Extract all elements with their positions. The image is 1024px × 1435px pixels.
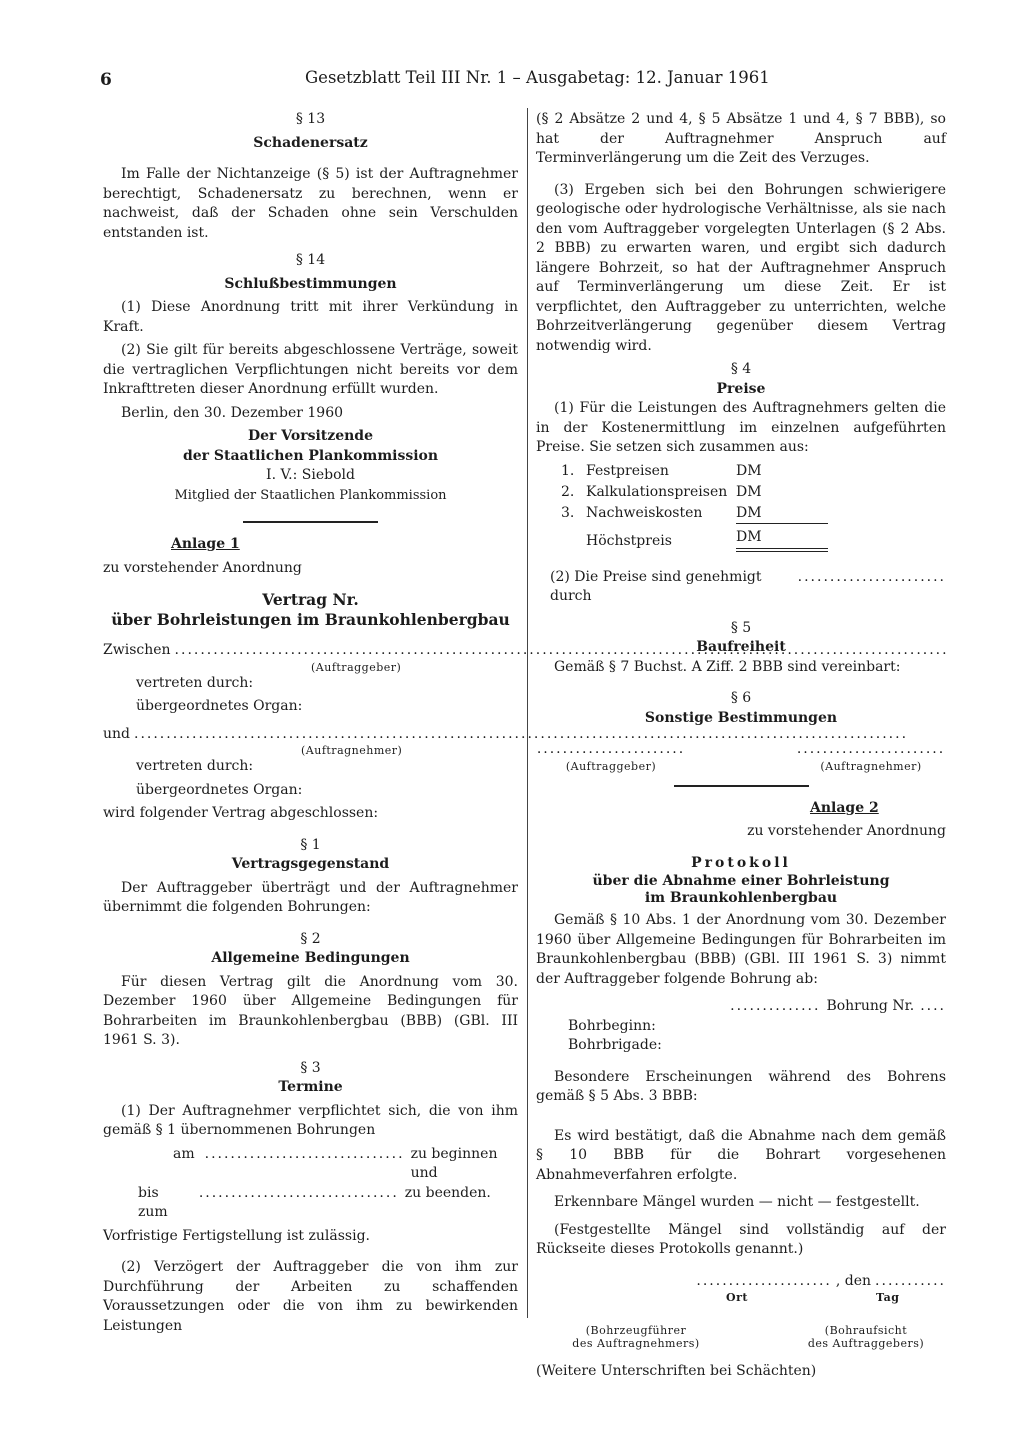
protocol-intro: Gemäß § 10 Abs. 1 der Anordnung vom 30. Dezember 1960 über Allgemeine Bedingungen für Bohrarbeiten im Braunkohlenbergbau (BBB) (GBl. III 1961 S. 3) nimmt der Auftraggeber folgende Bohrung ab: xyxy=(536,912,946,987)
bohrbeginn-label: Bohrbeginn: xyxy=(568,1017,656,1034)
special-observations: Besondere Erscheinungen während des Bohrens gemäß § 5 Abs. 3 BBB: xyxy=(536,1068,946,1104)
section-13-number: § 13 xyxy=(295,111,326,127)
signature-auftraggeber xyxy=(536,740,686,773)
approval-label: (2) Die Preise sind genehmigt durch xyxy=(550,568,762,604)
price-row-number: 1. xyxy=(561,462,575,479)
signature-auftragnehmer xyxy=(796,740,946,773)
signatory-role-2: der Staatlichen Plankommission xyxy=(182,447,439,464)
price-row xyxy=(561,462,946,483)
vertreten-1: vertreten durch: xyxy=(136,674,254,691)
price-row-label: Kalkulationspreisen xyxy=(586,483,728,500)
anlage-2-title: Anlage 2 xyxy=(810,799,879,816)
contract-title-2: über Bohrleistungen im Braunkohlenbergbau xyxy=(111,609,510,629)
defects-line: Erkennbare Mängel wurden — nicht — festgestellt. xyxy=(554,1194,920,1210)
dotted-leader: .............. xyxy=(730,998,821,1014)
section-14-title: Schlußbestimmungen xyxy=(224,275,397,292)
zu-beginnen-label: zu beginnen und xyxy=(410,1145,498,1181)
signature-label-line-2: des Auftragnehmers) xyxy=(572,1337,700,1350)
tag-label: Tag xyxy=(876,1291,900,1304)
section-1-title: Vertragsgegenstand xyxy=(231,856,390,872)
price-row-number: 2. xyxy=(561,483,575,500)
price-row-unit: DM xyxy=(736,462,762,479)
signature-label-line-2: des Auftraggebers) xyxy=(807,1337,925,1350)
signature-bohrzeugfuehrer xyxy=(536,1324,736,1350)
signatory-name: I. V.: Siebold xyxy=(266,467,355,483)
protocol-title: Protokoll xyxy=(691,854,791,871)
protocol-subtitle-1: über die Abnahme einer Bohrleistung xyxy=(592,873,890,889)
section-2-title: Allgemeine Bedingungen xyxy=(211,950,410,966)
section-5-text: Gemäß § 7 Buchst. A Ziff. 2 BBB sind vereinbart: xyxy=(554,658,901,675)
section-3-number: § 3 xyxy=(300,1059,321,1076)
section-13-title: Schadenersatz xyxy=(253,134,368,151)
protocol-signature-row xyxy=(536,1324,946,1350)
vertreten-2: vertreten durch: xyxy=(136,758,254,774)
section-6-title: Sonstige Bestimmungen xyxy=(644,709,838,726)
organ-1: übergeordnetes Organ: xyxy=(136,698,303,714)
dotted-leader: ..................... xyxy=(696,1272,832,1289)
section-5-number: § 5 xyxy=(730,619,752,636)
signatory-member: Mitglied der Staatlichen Plankommission xyxy=(174,487,447,503)
price-row xyxy=(561,504,946,525)
further-signatures-note: (Weitere Unterschriften bei Schächten) xyxy=(536,1363,817,1379)
left-column xyxy=(103,110,518,1336)
contract-closed-line: wird folgender Vertrag abgeschlossen: xyxy=(103,805,379,821)
organ-2: übergeordnetes Organ: xyxy=(136,781,303,798)
auftraggeber-label: (Auftraggeber) xyxy=(311,660,402,674)
price-row-total xyxy=(561,525,946,552)
price-row-unit: DM xyxy=(736,483,762,500)
section-2-number: § 2 xyxy=(300,930,321,947)
section-14-paragraph-2: (2) Sie gilt für bereits abgeschlossene Verträge, soweit die vertraglichen Verpflichtungen nicht bereits vor dem Inkrafttreten dieser Anordnung erfüllt wurden. xyxy=(103,342,518,397)
signature-label: (Auftraggeber) xyxy=(565,759,657,773)
section-4-number: § 4 xyxy=(730,361,752,377)
price-table xyxy=(561,462,946,552)
bis-zum-label: bis zum xyxy=(138,1184,168,1220)
bohrbrigade-label: Bohrbrigade: xyxy=(568,1037,662,1053)
anlage-2-subtitle: zu vorstehender Anordnung xyxy=(747,823,946,839)
dotted-leader: .... xyxy=(920,998,946,1014)
section-1-text: Der Auftraggeber überträgt und der Auftragnehmer übernimmt die folgenden Bohrungen: xyxy=(103,879,518,915)
am-label: am xyxy=(173,1145,195,1162)
end-date-line xyxy=(103,1184,518,1223)
approval-line xyxy=(536,568,946,607)
signature-label: (Auftragnehmer) xyxy=(820,759,922,773)
zwischen-label: Zwischen xyxy=(103,642,171,658)
und-line xyxy=(103,725,518,745)
section-14-paragraph-1: (1) Diese Anordnung tritt mit ihrer Verkündung in Kraft. xyxy=(103,299,518,335)
signature-bohraufsicht xyxy=(786,1324,946,1350)
signature-label-line-1: (Bohraufsicht xyxy=(824,1324,908,1337)
signatory-role-1: Der Vorsitzende xyxy=(248,428,373,444)
dotted-leader: ............................... xyxy=(204,1145,405,1162)
section-13-text: Im Falle der Nichtanzeige (§ 5) ist der Auftragnehmer berechtigt, Schadenersatz zu berechnen, wenn er nachweist, daß der Schaden ohne sein Verschulden entstanden ist. xyxy=(103,166,518,241)
column-divider xyxy=(527,108,528,1318)
anlage-1-title: Anlage 1 xyxy=(171,536,240,552)
contract-signature-row xyxy=(536,740,946,773)
bohrung-nr-label: Bohrung Nr. xyxy=(826,998,915,1014)
section-3-paragraph-2: (2) Verzögert der Auftraggeber die von ihm zur Durchführung der Arbeiten zu schaffenden Voraussetzungen oder die von ihm zu bewirkenden Leistungen xyxy=(103,1259,518,1334)
start-date-line xyxy=(103,1145,518,1184)
place-date-line xyxy=(536,1272,946,1292)
protocol-subtitle-2: im Braunkohlenbergbau xyxy=(644,890,838,906)
den-label: , den xyxy=(835,1272,872,1289)
dotted-leader: ............................... xyxy=(198,1184,399,1201)
section-3-paragraph-1: (1) Der Auftragnehmer verpflichtet sich, die von ihm gemäß § 1 übernommenen Bohrungen xyxy=(103,1102,518,1138)
section-1-number: § 1 xyxy=(300,836,321,853)
bohrung-nr-line xyxy=(536,997,946,1017)
price-row xyxy=(561,483,946,504)
section-6-number: § 6 xyxy=(730,690,752,706)
price-row-unit: DM xyxy=(736,504,828,525)
price-row-label: Nachweiskosten xyxy=(586,504,703,521)
dotted-leader: ........... xyxy=(875,1272,946,1289)
price-row-label: Festpreisen xyxy=(586,462,669,479)
signature-label-line-1: (Bohrzeugführer xyxy=(585,1324,687,1337)
right-column xyxy=(536,110,946,1382)
page-number: 6 xyxy=(100,70,112,90)
section-4-paragraph-1: (1) Für die Leistungen des Auftragnehmers gelten die in der Kostenermittlung im einzelnen aufgeführten Preise. Sie setzen sich zusammen aus: xyxy=(536,400,946,455)
confirmation-text: Es wird bestätigt, daß die Abnahme nach dem gemäß § 10 BBB für die Bohrart vorgesehenen Abnahmeverfahren erfolgte. xyxy=(536,1127,946,1183)
contract-title-1: Vertrag Nr. xyxy=(262,590,359,609)
defects-note: (Festgestellte Mängel sind vollständig auf der Rückseite dieses Protokolls genannt.) xyxy=(536,1221,946,1257)
section-3-title: Termine xyxy=(278,1079,343,1095)
date-line: Berlin, den 30. Dezember 1960 xyxy=(121,404,344,421)
zu-beenden-label: zu beenden. xyxy=(404,1184,491,1201)
running-header: Gesetzblatt Teil III Nr. 1 – Ausgabetag: 12. Januar 1961 xyxy=(305,68,770,87)
early-completion-note: Vorfristige Fertigstellung ist zulässig. xyxy=(103,1227,370,1244)
zwischen-line xyxy=(103,641,518,661)
price-row-label: Höchstpreis xyxy=(586,533,672,549)
price-row-unit: DM xyxy=(736,528,828,552)
place-date-labels xyxy=(536,1291,946,1304)
anlage-1-subtitle: zu vorstehender Anordnung xyxy=(103,559,302,576)
section-4-title: Preise xyxy=(716,380,766,397)
section-14-number: § 14 xyxy=(295,252,326,268)
section-3-paragraph-3: (3) Ergeben sich bei den Bohrungen schwierigere geologische oder hydrologische Verhältnisse, als sie nach den vom Auftraggeber vorgelegten Unterlagen (§ 2 Abs. 2 BBB) zu erwarten waren, und ergibt sich dadurch längere Bohrzeit, so hat der Auftragnehmer Anspruch auf Terminverlängerung um diese Zeit. Er ist verpflichtet, den Auftraggeber zu unterrichten, welche Bohrzeitverlängerung gegenüber diesem Vertrag notwendig wird. xyxy=(536,181,946,354)
dotted-leader: ....................... xyxy=(536,741,686,757)
continuation-text: (§ 2 Absätze 2 und 4, § 5 Absätze 1 und 4, § 7 BBB), so hat der Auftragnehmer Anspruch auf Terminverlängerung um die Zeit des Verzuges. xyxy=(536,111,946,166)
section-5-title: Baufreiheit xyxy=(696,639,786,655)
und-label: und xyxy=(103,725,130,742)
auftragnehmer-label: (Auftragnehmer) xyxy=(301,744,403,757)
dotted-leader: ....................... xyxy=(796,741,946,757)
dotted-leader: ....................... xyxy=(797,568,946,585)
section-2-text: Für diesen Vertrag gilt die Anordnung vom 30. Dezember 1960 über Allgemeine Bedingungen für Bohrarbeiten im Braunkohlenbergbau (BBB) (GBl. III 1961 S. 3). xyxy=(103,973,518,1048)
price-row-number: 3. xyxy=(561,504,575,521)
ort-label: Ort xyxy=(726,1291,748,1304)
